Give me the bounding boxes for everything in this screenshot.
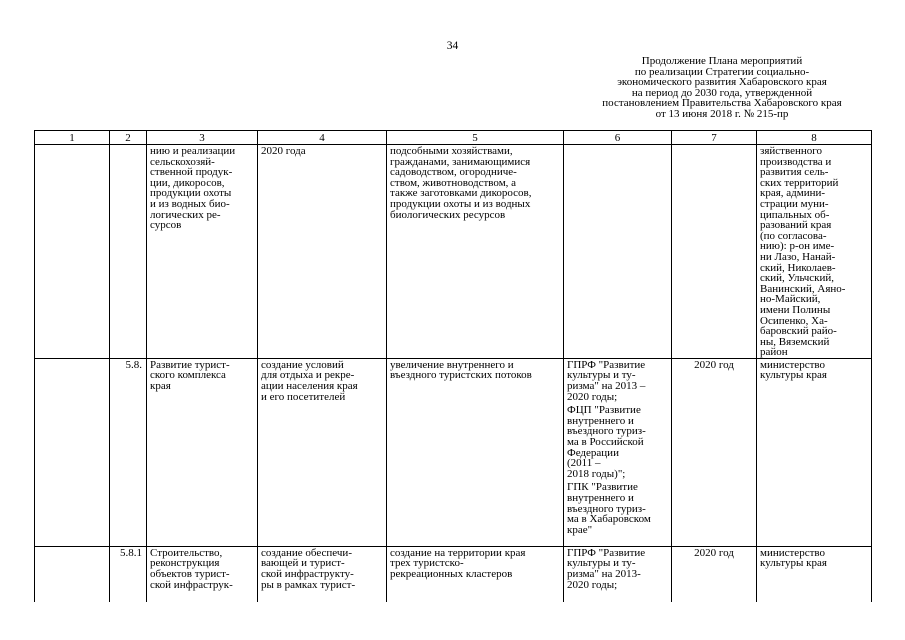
cell-line: вающей и турист-: [261, 557, 345, 570]
table-cell-c3: [147, 145, 258, 359]
header-line: от 13 июня 2018 г. № 215-пр: [655, 107, 789, 120]
cell-line: министерство: [760, 546, 826, 559]
cell-line: Федерации: [567, 446, 619, 459]
cell-line: логических ре-: [150, 208, 221, 221]
cell-line: въездного туриз-: [567, 425, 646, 438]
cell-line: сурсов: [150, 219, 182, 232]
cell-line: также заготовками дикоросов,: [390, 187, 532, 200]
table-cell-c6: [564, 358, 672, 546]
cell-line: 2018 годы)";: [567, 467, 626, 480]
table-cell-c8: [757, 145, 872, 359]
cell-line: ственной продук-: [150, 166, 233, 179]
program-reference: [567, 482, 668, 535]
cell-line: культуры края: [760, 557, 827, 570]
cell-line: создание на территории края: [390, 546, 526, 559]
header-line: по реализации Стратегии социально-: [634, 65, 810, 78]
table-body: [35, 145, 872, 603]
column-header: 4: [258, 131, 387, 145]
table-cell-c1: [35, 145, 110, 359]
cell-line: объектов турист-: [150, 568, 230, 581]
cell-line: страции муни-: [760, 197, 829, 210]
cell-line: ский, Николаев-: [760, 261, 836, 274]
table-cell-c4: [258, 358, 387, 546]
plan-table: [34, 130, 872, 602]
cell-line: сельскохозяй-: [150, 155, 215, 168]
header-line: Продолжение Плана мероприятий: [641, 55, 803, 67]
cell-line: 2020 годы;: [567, 390, 618, 403]
document-header: [572, 56, 872, 120]
cell-line: министерство: [760, 358, 826, 371]
cell-line: края: [150, 380, 171, 393]
table-cell-c6: [564, 546, 672, 602]
cell-line: Строительство,: [150, 546, 223, 559]
cell-line: въездного туриз-: [567, 502, 646, 515]
table-cell-c5: [387, 145, 564, 359]
cell-line: культуры и ту-: [567, 369, 636, 382]
cell-line: и его посетителей: [261, 390, 346, 403]
header-line: экономического развития Хабаровского края: [617, 76, 827, 89]
column-header: 2: [110, 131, 147, 145]
cell-line: подсобными хозяйствами,: [390, 145, 513, 157]
column-header: 3: [147, 131, 258, 145]
cell-line: район: [760, 346, 788, 359]
table-cell-c1: [35, 546, 110, 602]
cell-line: (2011 –: [567, 457, 601, 470]
cell-line: и из водных био-: [150, 197, 230, 210]
cell-line: ских территорий: [760, 176, 839, 189]
table-cell-c8: [757, 358, 872, 546]
cell-line: нию): р-он име-: [760, 240, 835, 253]
cell-line: производства и: [760, 155, 832, 168]
cell-line: биологических ресурсов: [390, 208, 506, 221]
cell-line: разований края: [760, 219, 832, 232]
table-cell-c8: [757, 546, 872, 602]
cell-line: развития сель-: [760, 166, 829, 179]
cell-line: внутреннего и: [567, 414, 634, 427]
cell-line: ни Лазо, Нанай-: [760, 250, 836, 263]
column-header: 7: [672, 131, 757, 145]
header-line: постановлением Правительства Хабаровского края: [602, 97, 842, 110]
cell-line: ГПК "Развитие: [567, 481, 638, 494]
cell-line: Ванинский, Аяно-: [760, 282, 846, 295]
column-header: 5: [387, 131, 564, 145]
cell-line: садоводством, огородниче-: [390, 166, 517, 179]
table-cell-c3: [147, 546, 258, 602]
cell-line: крае": [567, 523, 593, 536]
program-reference: [567, 360, 668, 402]
cell-line: Развитие турист-: [150, 358, 230, 371]
cell-line: ФЦП "Развитие: [567, 404, 641, 417]
cell-line: создание обеспечи-: [261, 546, 352, 559]
cell-line: нию и реализации: [150, 145, 236, 157]
cell-line: но-Майский,: [760, 293, 821, 306]
cell-line: ма в Хабаровском: [567, 513, 651, 526]
cell-line: края, админи-: [760, 187, 826, 200]
table-cell-c7: 2020 год: [672, 546, 757, 602]
cell-line: увеличение внутреннего и: [390, 358, 514, 371]
column-header-row: [35, 131, 872, 145]
cell-line: гражданами, занимающимися: [390, 155, 531, 168]
program-reference: [567, 405, 668, 479]
cell-line: ством, животноводством, а: [390, 176, 517, 189]
table-cell-c3: [147, 358, 258, 546]
cell-line: ской инфраструк-: [150, 578, 233, 591]
page-number: 34: [446, 40, 459, 52]
cell-line: трех туристско-: [390, 557, 464, 570]
cell-line: 2020 годы;: [567, 578, 618, 591]
table-cell-c2: [110, 145, 147, 359]
program-reference: [567, 548, 668, 590]
table-cell-c4: [258, 546, 387, 602]
table-cell-c2: 5.8.1: [110, 546, 147, 602]
cell-line: ский, Ульчский,: [760, 272, 834, 285]
cell-line: продукции охоты и из водных: [390, 197, 531, 210]
cell-line: ризма" на 2013-: [567, 568, 641, 581]
cell-line: продукции охоты: [150, 187, 232, 200]
cell-line: культуры и ту-: [567, 557, 636, 570]
cell-line: рекреационных кластеров: [390, 568, 513, 581]
table-row: [35, 145, 872, 359]
column-header: 8: [757, 131, 872, 145]
table-cell-c7: [672, 145, 757, 359]
cell-line: создание условий: [261, 358, 344, 371]
cell-line: внутреннего и: [567, 492, 634, 504]
table-cell-c6: [564, 145, 672, 359]
cell-line: ма в Российской: [567, 436, 644, 449]
cell-line: ции, дикоросов,: [150, 176, 225, 189]
cell-line: реконструкция: [150, 557, 220, 570]
cell-line: ского комплекса: [150, 369, 226, 382]
cell-line: имени Полины: [760, 303, 831, 316]
cell-line: ГПРФ "Развитие: [567, 358, 646, 371]
cell-line: для отдыха и рекре-: [261, 369, 355, 382]
header-line: на период до 2030 года, утвержденной: [631, 86, 813, 99]
cell-line: ризма" на 2013 –: [567, 380, 646, 393]
cell-line: ГПРФ "Развитие: [567, 546, 646, 559]
cell-line: ны, Вяземский: [760, 335, 830, 348]
cell-line: ципальных об-: [760, 208, 830, 221]
cell-line: 2020 года: [261, 145, 306, 157]
column-header: 6: [564, 131, 672, 145]
cell-line: культуры края: [760, 369, 827, 382]
table-row: [35, 358, 872, 546]
table-cell-c2: 5.8.: [110, 358, 147, 546]
table-row: [35, 546, 872, 602]
cell-line: ской инфраструкту-: [261, 568, 354, 581]
cell-line: (по согласова-: [760, 229, 827, 242]
table-cell-c4: [258, 145, 387, 359]
table-cell-c7: 2020 год: [672, 358, 757, 546]
table-cell-c1: [35, 358, 110, 546]
cell-line: Осипенко, Ха-: [760, 314, 828, 327]
cell-line: ации населения края: [261, 380, 358, 393]
cell-line: въездного туристских потоков: [390, 369, 532, 382]
cell-line: зяйственного: [760, 145, 823, 157]
table-cell-c5: [387, 546, 564, 602]
cell-line: ры в рамках турист-: [261, 578, 356, 591]
table-cell-c5: [387, 358, 564, 546]
column-header: 1: [35, 131, 110, 145]
cell-line: баровский райо-: [760, 325, 837, 338]
